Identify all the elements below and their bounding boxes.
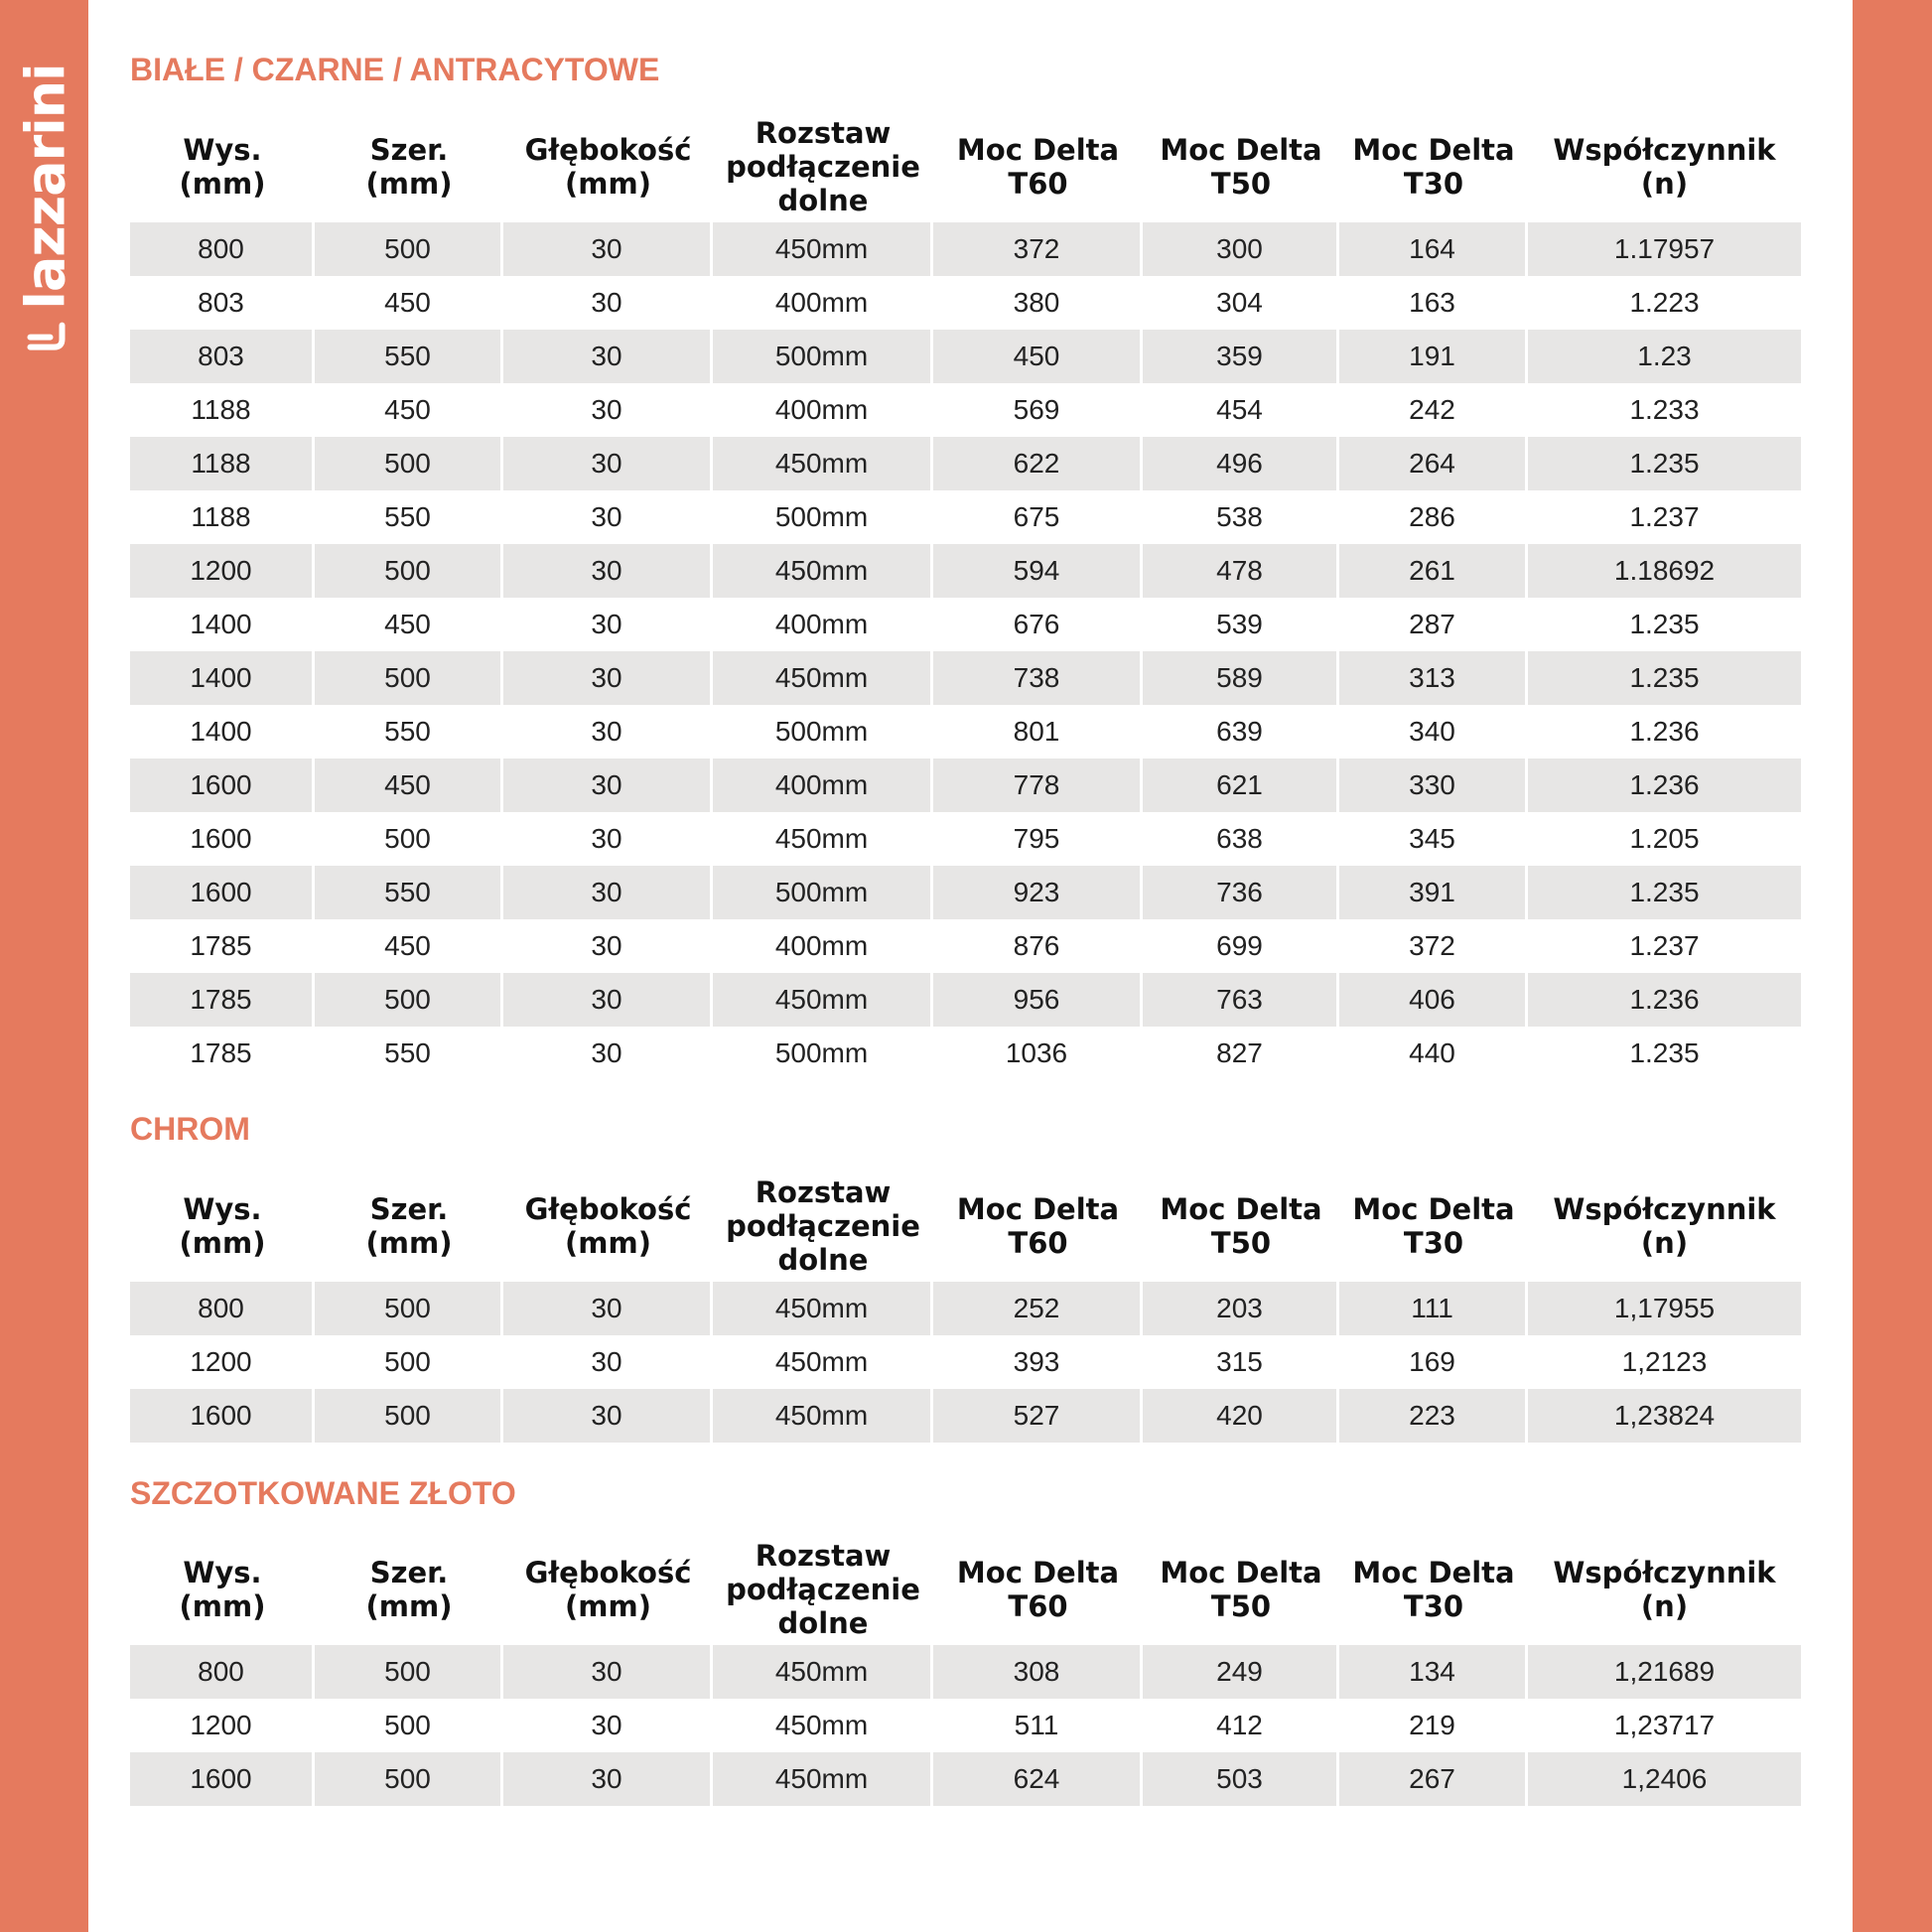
table-cell: 450mm bbox=[713, 1282, 933, 1335]
table-cell: 249 bbox=[1143, 1645, 1339, 1699]
table-cell: 800 bbox=[130, 1282, 315, 1335]
column-header-line: Głębokość bbox=[524, 133, 692, 167]
table-cell: 699 bbox=[1143, 919, 1339, 973]
column-header-line: podłączenie bbox=[726, 150, 920, 184]
column-header-line: Głębokość bbox=[524, 1556, 692, 1589]
spec-table bbox=[130, 111, 1801, 1080]
column-header-line: (mm) bbox=[565, 1226, 651, 1260]
column-header bbox=[315, 1171, 503, 1282]
table-cell: 763 bbox=[1143, 973, 1339, 1027]
table-cell: 638 bbox=[1143, 812, 1339, 866]
table-cell: 308 bbox=[933, 1645, 1143, 1699]
table-row bbox=[130, 437, 1801, 490]
table-cell: 1188 bbox=[130, 383, 315, 437]
table-cell: 406 bbox=[1339, 973, 1528, 1027]
table-cell: 450mm bbox=[713, 544, 933, 598]
table-cell: 450mm bbox=[713, 222, 933, 276]
table-cell: 1785 bbox=[130, 919, 315, 973]
table-cell: 313 bbox=[1339, 651, 1528, 705]
table-cell: 1.235 bbox=[1528, 866, 1801, 919]
table-cell: 380 bbox=[933, 276, 1143, 330]
column-header bbox=[1528, 111, 1801, 222]
table-row bbox=[130, 1752, 1801, 1806]
table-cell: 1.236 bbox=[1528, 759, 1801, 812]
column-header bbox=[1143, 111, 1339, 222]
table-cell: 450mm bbox=[713, 1699, 933, 1752]
table-cell: 500 bbox=[315, 1699, 503, 1752]
table-cell: 450 bbox=[933, 330, 1143, 383]
table-cell: 242 bbox=[1339, 383, 1528, 437]
table-cell: 539 bbox=[1143, 598, 1339, 651]
table-cell: 223 bbox=[1339, 1389, 1528, 1443]
table-cell: 538 bbox=[1143, 490, 1339, 544]
column-header-line: (mm) bbox=[565, 1589, 651, 1623]
column-header-line: podłączenie bbox=[726, 1209, 920, 1243]
table-row bbox=[130, 1389, 1801, 1443]
column-header-line: T50 bbox=[1210, 1226, 1272, 1260]
column-header-line: Głębokość bbox=[524, 1192, 692, 1226]
column-header-line: (mm) bbox=[365, 1226, 453, 1260]
column-header-line: Rozstaw bbox=[755, 1175, 892, 1209]
table-cell: 827 bbox=[1143, 1027, 1339, 1080]
table-cell: 450mm bbox=[713, 1389, 933, 1443]
table-cell: 923 bbox=[933, 866, 1143, 919]
column-header-line: (mm) bbox=[365, 167, 453, 201]
table-cell: 500 bbox=[315, 1389, 503, 1443]
table-cell: 440 bbox=[1339, 1027, 1528, 1080]
column-header-line: (n) bbox=[1640, 1226, 1689, 1260]
column-header-line: Moc Delta bbox=[1160, 133, 1322, 167]
table-cell: 801 bbox=[933, 705, 1143, 759]
table-cell: 30 bbox=[503, 919, 713, 973]
column-header bbox=[130, 1171, 315, 1282]
table-cell: 876 bbox=[933, 919, 1143, 973]
column-header-line: podłączenie bbox=[726, 1573, 920, 1606]
header-row bbox=[130, 1534, 1801, 1645]
table-cell: 1,23717 bbox=[1613, 1710, 1716, 1740]
table-cell: 163 bbox=[1339, 276, 1528, 330]
table-cell: 1200 bbox=[130, 1699, 315, 1752]
table-cell: 450mm bbox=[713, 1645, 933, 1699]
table-cell: 622 bbox=[933, 437, 1143, 490]
table-cell: 30 bbox=[503, 490, 713, 544]
column-header-line: T60 bbox=[1008, 167, 1068, 201]
table-cell: 1400 bbox=[130, 705, 315, 759]
table-cell: 500 bbox=[315, 1282, 503, 1335]
table-row bbox=[130, 1282, 1801, 1335]
table-cell: 1036 bbox=[933, 1027, 1143, 1080]
table-cell: 736 bbox=[1143, 866, 1339, 919]
table-cell: 359 bbox=[1143, 330, 1339, 383]
column-header bbox=[1339, 1171, 1528, 1282]
table-cell: 30 bbox=[503, 866, 713, 919]
table-cell: 1.237 bbox=[1629, 930, 1700, 961]
table-cell: 589 bbox=[1143, 651, 1339, 705]
column-header-line: Szer. bbox=[369, 1556, 449, 1589]
table-cell: 803 bbox=[130, 276, 315, 330]
table-row bbox=[130, 383, 1801, 437]
brand-logo bbox=[15, 64, 77, 352]
table-cell: 30 bbox=[503, 598, 713, 651]
column-header bbox=[933, 111, 1143, 222]
table-cell: 1,21689 bbox=[1528, 1645, 1801, 1699]
column-header-line: dolne bbox=[777, 184, 869, 217]
table-row bbox=[130, 919, 1801, 973]
column-header-line: Rozstaw bbox=[755, 116, 892, 150]
table-cell: 1.17957 bbox=[1528, 222, 1801, 276]
table-cell: 345 bbox=[1339, 812, 1528, 866]
spec-table bbox=[130, 1534, 1801, 1806]
table-cell: 1600 bbox=[130, 812, 315, 866]
table-cell: 550 bbox=[315, 866, 503, 919]
table-row bbox=[130, 866, 1801, 919]
table-cell: 500 bbox=[315, 544, 503, 598]
column-header bbox=[933, 1171, 1143, 1282]
table-cell: 500 bbox=[315, 1335, 503, 1389]
table-cell: 500 bbox=[315, 222, 503, 276]
table-cell: 450 bbox=[315, 383, 503, 437]
table-cell: 30 bbox=[503, 383, 713, 437]
table-cell: 450 bbox=[315, 276, 503, 330]
column-header-line: Moc Delta bbox=[1352, 133, 1515, 167]
table-cell: 778 bbox=[933, 759, 1143, 812]
column-header-line: T30 bbox=[1403, 1589, 1464, 1623]
column-header-line: T30 bbox=[1403, 167, 1464, 201]
table-cell: 675 bbox=[933, 490, 1143, 544]
table-cell: 500mm bbox=[713, 490, 933, 544]
header-row bbox=[130, 1171, 1801, 1282]
table-cell: 1400 bbox=[130, 598, 315, 651]
table-cell: 500 bbox=[315, 1752, 503, 1806]
table-cell: 450mm bbox=[713, 437, 933, 490]
table-cell: 1.235 bbox=[1629, 1037, 1700, 1068]
column-header-line: T60 bbox=[1008, 1226, 1068, 1260]
table-cell: 1.236 bbox=[1629, 716, 1700, 747]
table-cell: 496 bbox=[1143, 437, 1339, 490]
table-cell: 1.23 bbox=[1528, 330, 1801, 383]
column-header-line: (n) bbox=[1640, 1589, 1689, 1623]
table-row bbox=[130, 222, 1801, 276]
table-cell: 30 bbox=[503, 1645, 713, 1699]
table-cell: 286 bbox=[1339, 490, 1528, 544]
column-header-line: Moc Delta bbox=[956, 133, 1120, 167]
table-cell: 550 bbox=[315, 1027, 503, 1080]
table-cell: 500 bbox=[315, 651, 503, 705]
table-row bbox=[130, 651, 1801, 705]
table-cell: 400mm bbox=[713, 919, 933, 973]
table-cell: 1600 bbox=[130, 1389, 315, 1443]
table-cell: 956 bbox=[933, 973, 1143, 1027]
column-header-line: Moc Delta bbox=[1160, 1192, 1322, 1226]
table-cell: 30 bbox=[503, 1027, 713, 1080]
column-header-line: dolne bbox=[777, 1243, 869, 1277]
column-header bbox=[503, 111, 713, 222]
table-cell: 1200 bbox=[130, 1335, 315, 1389]
table-cell: 1.235 bbox=[1629, 609, 1700, 639]
column-header-line: (mm) bbox=[365, 1589, 453, 1623]
column-header bbox=[130, 111, 315, 222]
column-header-line: (mm) bbox=[565, 167, 651, 201]
column-header-line: Moc Delta bbox=[956, 1192, 1120, 1226]
table-row bbox=[130, 759, 1801, 812]
table-row bbox=[130, 705, 1801, 759]
table-cell: 30 bbox=[503, 222, 713, 276]
column-header bbox=[933, 1534, 1143, 1645]
table-cell: 1600 bbox=[130, 759, 315, 812]
column-header bbox=[1528, 1171, 1801, 1282]
table-cell: 30 bbox=[503, 759, 713, 812]
table-cell: 372 bbox=[1339, 919, 1528, 973]
table-cell: 803 bbox=[130, 330, 315, 383]
table-cell: 393 bbox=[933, 1335, 1143, 1389]
column-header-line: Współczynnik bbox=[1553, 133, 1776, 167]
column-header-line: (mm) bbox=[179, 1589, 266, 1623]
column-header bbox=[713, 111, 933, 222]
section-title: SZCZOTKOWANE ZŁOTO bbox=[130, 1475, 516, 1511]
table-cell: 30 bbox=[503, 1282, 713, 1335]
table-cell: 219 bbox=[1339, 1699, 1528, 1752]
table-cell: 30 bbox=[503, 651, 713, 705]
table-cell: 30 bbox=[503, 1389, 713, 1443]
table-cell: 304 bbox=[1143, 276, 1339, 330]
column-header bbox=[1339, 1534, 1528, 1645]
table-cell: 450mm bbox=[713, 651, 933, 705]
table-cell: 550 bbox=[315, 705, 503, 759]
table-cell: 450mm bbox=[713, 1752, 933, 1806]
table-cell: 30 bbox=[503, 1335, 713, 1389]
table-cell: 1.235 bbox=[1528, 437, 1801, 490]
table-cell: 261 bbox=[1339, 544, 1528, 598]
table-cell: 1600 bbox=[130, 866, 315, 919]
column-header bbox=[1143, 1171, 1339, 1282]
table-cell: 550 bbox=[315, 330, 503, 383]
table-cell: 400mm bbox=[713, 276, 933, 330]
table-cell: 594 bbox=[933, 544, 1143, 598]
table-cell: 1785 bbox=[130, 973, 315, 1027]
column-header-line: (n) bbox=[1640, 167, 1689, 201]
table-cell: 1400 bbox=[130, 651, 315, 705]
column-header-line: Współczynnik bbox=[1553, 1192, 1776, 1226]
table-cell: 264 bbox=[1339, 437, 1528, 490]
column-header-line: (mm) bbox=[179, 167, 266, 201]
table-cell: 400mm bbox=[713, 759, 933, 812]
table-cell: 639 bbox=[1143, 705, 1339, 759]
table-cell: 550 bbox=[315, 490, 503, 544]
table-cell: 1785 bbox=[130, 1027, 315, 1080]
table-cell: 500mm bbox=[713, 330, 933, 383]
column-header-line: Szer. bbox=[369, 133, 449, 167]
table-cell: 420 bbox=[1143, 1389, 1339, 1443]
table-cell: 795 bbox=[933, 812, 1143, 866]
column-header bbox=[713, 1171, 933, 1282]
column-header-line: T50 bbox=[1210, 167, 1272, 201]
section-title: CHROM bbox=[130, 1111, 250, 1147]
table-cell: 30 bbox=[503, 544, 713, 598]
column-header bbox=[130, 1534, 315, 1645]
table-cell: 267 bbox=[1339, 1752, 1528, 1806]
column-header-line: Moc Delta bbox=[1352, 1192, 1515, 1226]
table-cell: 330 bbox=[1339, 759, 1528, 812]
table-cell: 478 bbox=[1143, 544, 1339, 598]
table-row bbox=[130, 1335, 1801, 1389]
table-cell: 30 bbox=[503, 276, 713, 330]
column-header bbox=[503, 1534, 713, 1645]
table-cell: 621 bbox=[1143, 759, 1339, 812]
column-header-line: Moc Delta bbox=[956, 1556, 1120, 1589]
table-cell: 1,17955 bbox=[1528, 1282, 1801, 1335]
column-header bbox=[1528, 1534, 1801, 1645]
table-row bbox=[130, 1645, 1801, 1699]
column-header-line: Moc Delta bbox=[1160, 1556, 1322, 1589]
table-cell: 1600 bbox=[130, 1752, 315, 1806]
table-cell: 1188 bbox=[130, 437, 315, 490]
column-header bbox=[503, 1171, 713, 1282]
table-cell: 1,23824 bbox=[1528, 1389, 1801, 1443]
table-cell: 500mm bbox=[713, 705, 933, 759]
table-cell: 500mm bbox=[713, 866, 933, 919]
brand-logo-text: lazzarini bbox=[14, 64, 77, 310]
table-cell: 111 bbox=[1339, 1282, 1528, 1335]
table-cell: 450mm bbox=[713, 973, 933, 1027]
table-cell: 1,2123 bbox=[1621, 1346, 1708, 1377]
table-cell: 1.236 bbox=[1528, 973, 1801, 1027]
table-cell: 500mm bbox=[713, 1027, 933, 1080]
table-cell: 569 bbox=[933, 383, 1143, 437]
table-cell: 287 bbox=[1339, 598, 1528, 651]
table-row bbox=[130, 276, 1801, 330]
table-cell: 191 bbox=[1339, 330, 1528, 383]
table-row bbox=[130, 330, 1801, 383]
table-cell: 500 bbox=[315, 812, 503, 866]
column-header bbox=[315, 1534, 503, 1645]
table-cell: 134 bbox=[1339, 1645, 1528, 1699]
table-cell: 391 bbox=[1339, 866, 1528, 919]
table-cell: 500 bbox=[315, 437, 503, 490]
table-cell: 1.237 bbox=[1629, 501, 1700, 532]
table-cell: 30 bbox=[503, 705, 713, 759]
column-header-line: T50 bbox=[1210, 1589, 1272, 1623]
header-row bbox=[130, 111, 1801, 222]
table-cell: 450mm bbox=[713, 1335, 933, 1389]
table-cell: 450 bbox=[315, 759, 503, 812]
table-cell: 1188 bbox=[130, 490, 315, 544]
table-cell: 203 bbox=[1143, 1282, 1339, 1335]
table-cell: 30 bbox=[503, 1752, 713, 1806]
table-cell: 400mm bbox=[713, 598, 933, 651]
table-row bbox=[130, 490, 1801, 544]
table-cell: 412 bbox=[1143, 1699, 1339, 1752]
table-cell: 450 bbox=[315, 598, 503, 651]
table-cell: 372 bbox=[933, 222, 1143, 276]
logo-mark-icon bbox=[26, 320, 66, 353]
table-row bbox=[130, 812, 1801, 866]
table-cell: 624 bbox=[933, 1752, 1143, 1806]
table-cell: 30 bbox=[503, 1699, 713, 1752]
table-cell: 400mm bbox=[713, 383, 933, 437]
table-cell: 1.223 bbox=[1629, 287, 1700, 318]
table-cell: 527 bbox=[933, 1389, 1143, 1443]
table-cell: 30 bbox=[503, 973, 713, 1027]
table-cell: 1.233 bbox=[1629, 394, 1700, 425]
table-cell: 1.235 bbox=[1528, 651, 1801, 705]
column-header-line: Współczynnik bbox=[1553, 1556, 1776, 1589]
column-header-line: Wys. bbox=[183, 133, 262, 167]
column-header-line: Rozstaw bbox=[755, 1539, 892, 1573]
table-row bbox=[130, 1699, 1801, 1752]
right-brand-band bbox=[1853, 0, 1932, 1932]
table-cell: 164 bbox=[1339, 222, 1528, 276]
section-title: BIAŁE / CZARNE / ANTRACYTOWE bbox=[130, 52, 660, 87]
table-cell: 500 bbox=[315, 973, 503, 1027]
table-cell: 1.18692 bbox=[1528, 544, 1801, 598]
column-header bbox=[713, 1534, 933, 1645]
table-cell: 169 bbox=[1339, 1335, 1528, 1389]
table-row bbox=[130, 598, 1801, 651]
table-cell: 450mm bbox=[713, 812, 933, 866]
table-cell: 454 bbox=[1143, 383, 1339, 437]
table-row bbox=[130, 973, 1801, 1027]
table-cell: 511 bbox=[933, 1699, 1143, 1752]
table-cell: 252 bbox=[933, 1282, 1143, 1335]
column-header-line: Szer. bbox=[369, 1192, 449, 1226]
table-cell: 450 bbox=[315, 919, 503, 973]
column-header-line: T30 bbox=[1403, 1226, 1464, 1260]
column-header bbox=[1143, 1534, 1339, 1645]
table-cell: 300 bbox=[1143, 222, 1339, 276]
column-header-line: Moc Delta bbox=[1352, 1556, 1515, 1589]
column-header bbox=[1339, 111, 1528, 222]
table-cell: 30 bbox=[503, 437, 713, 490]
table-row bbox=[130, 1027, 1801, 1080]
column-header-line: Wys. bbox=[183, 1556, 262, 1589]
table-cell: 500 bbox=[315, 1645, 503, 1699]
table-cell: 800 bbox=[130, 222, 315, 276]
table-cell: 340 bbox=[1339, 705, 1528, 759]
table-cell: 800 bbox=[130, 1645, 315, 1699]
table-cell: 315 bbox=[1143, 1335, 1339, 1389]
spec-table bbox=[130, 1171, 1801, 1443]
table-cell: 738 bbox=[933, 651, 1143, 705]
table-cell: 503 bbox=[1143, 1752, 1339, 1806]
column-header bbox=[315, 111, 503, 222]
column-header-line: Wys. bbox=[183, 1192, 262, 1226]
column-header-line: (mm) bbox=[179, 1226, 266, 1260]
column-header-line: dolne bbox=[777, 1606, 869, 1640]
table-cell: 1.205 bbox=[1629, 823, 1700, 854]
table-cell: 1200 bbox=[130, 544, 315, 598]
left-brand-band bbox=[0, 0, 88, 1932]
table-cell: 1,2406 bbox=[1528, 1752, 1801, 1806]
column-header-line: T60 bbox=[1008, 1589, 1068, 1623]
table-row bbox=[130, 544, 1801, 598]
table-cell: 30 bbox=[503, 812, 713, 866]
table-cell: 30 bbox=[503, 330, 713, 383]
table-cell: 676 bbox=[933, 598, 1143, 651]
